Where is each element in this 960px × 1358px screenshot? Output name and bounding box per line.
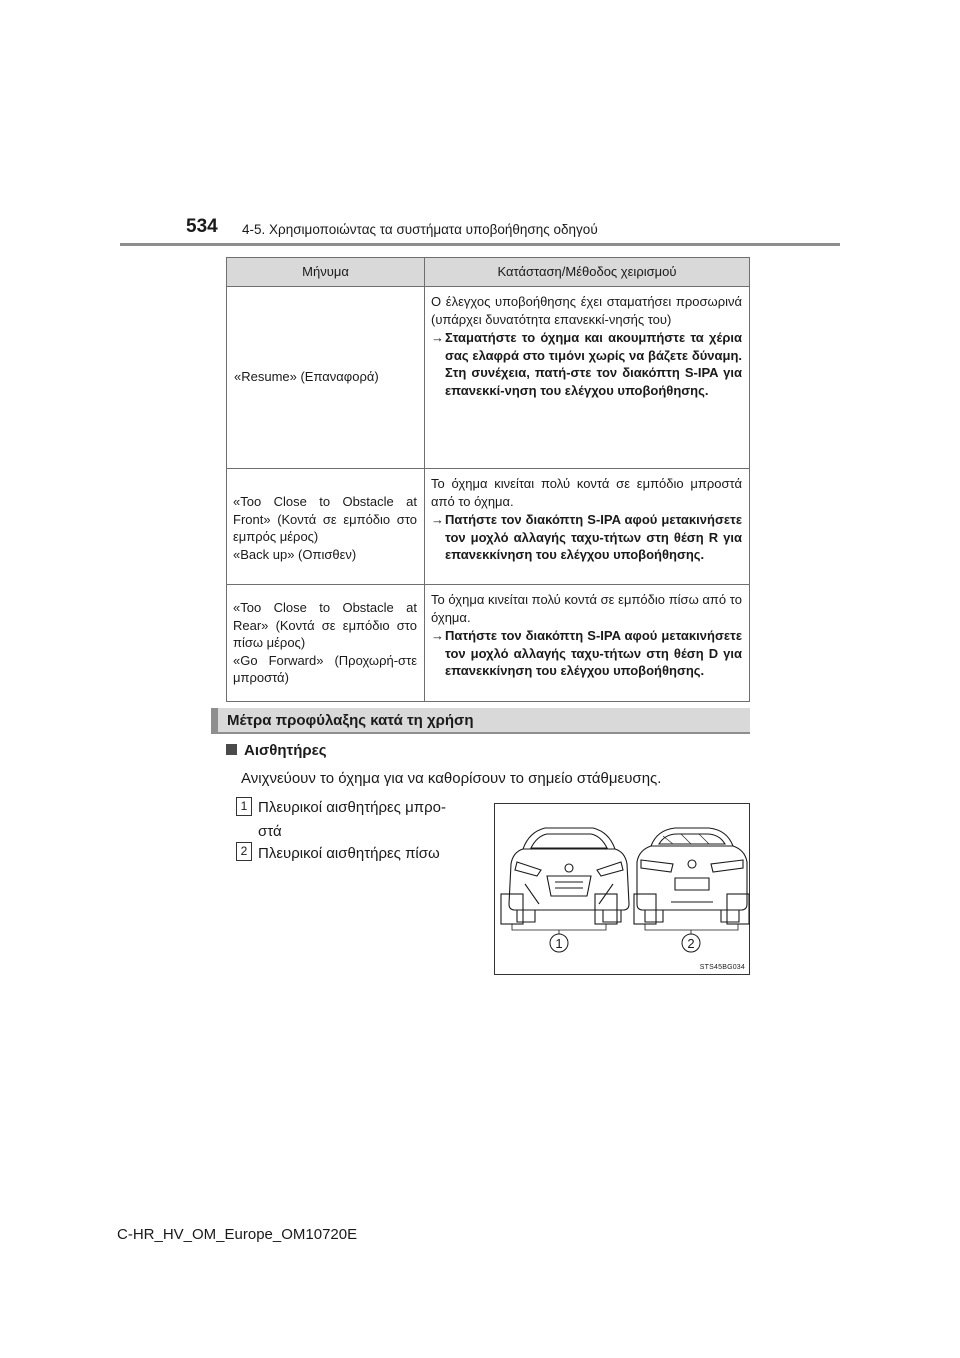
- table-cell-message: [227, 287, 425, 469]
- number-2-icon: 2: [236, 842, 252, 861]
- header-rule: [120, 243, 840, 246]
- action-item: [431, 511, 742, 564]
- state-text: Το όχημα κινείται πολύ κοντά σε εμπόδιο μπροστά από το όχημα.: [431, 476, 742, 509]
- arrow-icon: →: [431, 330, 444, 345]
- message-text-secondary: «Go Forward» (Προχωρή-στε μπροστά): [233, 652, 417, 685]
- sensors-intro: Ανιχνεύουν το όχημα για να καθορίσουν το σημείο στάθμευσης.: [241, 770, 662, 787]
- message-text: «Too Close to Obstacle at Front» (Κοντά σε εμπόδιο στο εμπρός μέρος): [233, 494, 417, 544]
- sensor-figure: [494, 803, 750, 975]
- message-text-secondary: «Back up» (Οπισθεν): [233, 546, 357, 562]
- message-text: «Resume» (Επαναφορά): [234, 368, 379, 384]
- message-table: [226, 257, 750, 702]
- table-header-message: Μήνυμα: [227, 258, 425, 287]
- figure-code: STS45BG034: [699, 964, 745, 971]
- table-cell-message: [227, 469, 425, 585]
- table-cell-state: [425, 469, 750, 585]
- callout-2-label: 2: [687, 936, 695, 951]
- sensor-illustration: [495, 804, 751, 976]
- table-cell-state: [425, 585, 750, 702]
- sensors-subheading: [226, 742, 327, 759]
- section-title: 4-5. Χρησιμοποιώντας τα συστήματα υποβοήθησης οδηγού: [242, 222, 598, 237]
- car-front-illustration: [509, 828, 629, 922]
- action-text: Πατήστε τον διακόπτη S-IPA αφού μετακινήσετε τον μοχλό αλλαγής ταχυ-τήτων στη θέση R για επανεκκίνηση του ελέγχου υποβοήθησης.: [445, 512, 742, 562]
- footer-manual-code: C-HR_HV_OM_Europe_OM10720E: [117, 1226, 358, 1243]
- arrow-icon: →: [431, 512, 444, 527]
- banner-accent-bar: [211, 708, 218, 732]
- action-text: Πατήστε τον διακόπτη S-IPA αφού μετακινήσετε τον μοχλό αλλαγής ταχυ-τήτων στη θέση D για επανεκκίνηση του ελέγχου υποβοήθησης.: [445, 628, 742, 678]
- state-text: Ο έλεγχος υποβοήθησης έχει σταματήσει προσωρινά (υπάρχει δυνατότητα επανεκκί-νησής του): [431, 294, 742, 327]
- table-cell-message: [227, 585, 425, 702]
- action-item: [431, 627, 742, 680]
- table-header-state: Κατάσταση/Μέθοδος χειρισμού: [425, 258, 750, 287]
- subheading-text: Αισθητήρες: [244, 742, 327, 759]
- item-line: Πλευρικοί αισθητήρες μπρο-: [258, 799, 446, 816]
- car-rear-illustration: [637, 828, 747, 922]
- table-row: [227, 469, 750, 585]
- number-1-icon: 1: [236, 797, 252, 816]
- square-bullet-icon: [226, 744, 237, 755]
- table-header-row: [227, 258, 750, 287]
- table-row: [227, 585, 750, 702]
- state-text: Το όχημα κινείται πολύ κοντά σε εμπόδιο πίσω από το όχημα.: [431, 592, 742, 625]
- action-item: [431, 329, 742, 399]
- action-text: Σταματήστε το όχημα και ακουμπήστε τα χέρια σας ελαφρά στο τιμόνι χωρίς να βάζετε δύναμη. Στη συνέχεια, πατή-στε τον διακόπτη S-IPA για επανεκκί-νηση του ελέγχου υποβοήθησης.: [445, 330, 742, 398]
- front-right-sensor-zone: [595, 894, 617, 924]
- table-cell-state: [425, 287, 750, 469]
- message-text: «Too Close to Obstacle at Rear» (Κοντά σε εμπόδιο στο πίσω μέρος): [233, 600, 417, 650]
- item-line: στά: [258, 823, 282, 840]
- list-item: [258, 796, 478, 844]
- banner-title: Μέτρα προφύλαξης κατά τη χρήση: [227, 712, 474, 729]
- callout-1-label: 1: [555, 936, 563, 951]
- list-item: [258, 842, 478, 866]
- page-number: 534: [186, 216, 218, 237]
- arrow-icon: →: [431, 628, 444, 643]
- item-line: Πλευρικοί αισθητήρες πίσω: [258, 845, 440, 862]
- table-row: [227, 287, 750, 469]
- precautions-banner: [211, 708, 750, 734]
